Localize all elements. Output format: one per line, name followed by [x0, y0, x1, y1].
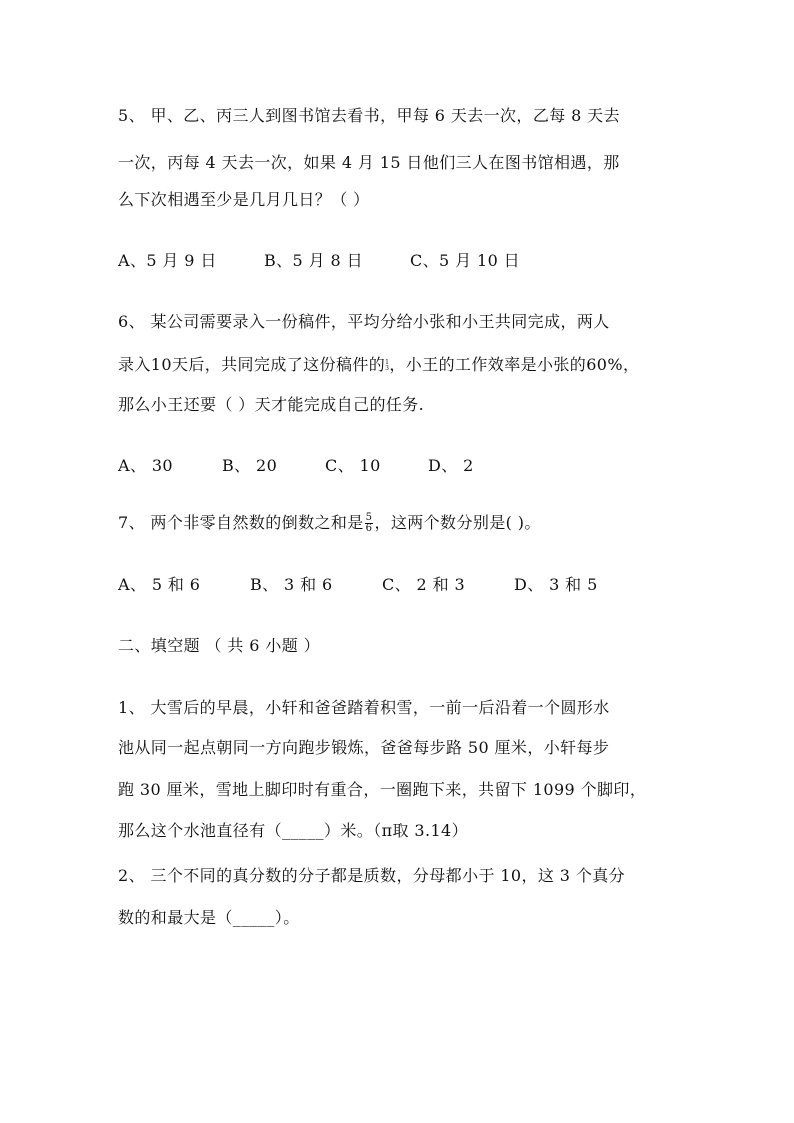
q7-text-a: 7、 两个非零自然数的倒数之和是 [118, 513, 364, 532]
q7-text-b: ，这两个数分别是( )。 [374, 513, 541, 532]
q6-fraction-denominator: 3 [385, 364, 390, 372]
q6-option-a: A、 30 [118, 456, 173, 475]
f1-line-1: 1、 大雪后的早晨，小轩和爸爸踏着积雪，一前一后沿着一个圆形水 [118, 698, 610, 717]
q7-line [118, 513, 541, 534]
q6-fraction-numerator: 1 [385, 358, 390, 366]
q7-fraction-denominator: 6 [365, 523, 373, 534]
q7-option-c: C、 2 和 3 [382, 575, 466, 594]
q7-fraction-numerator: 5 [365, 512, 373, 523]
q5-line-1: 5、 甲、乙、丙三人到图书馆去看书，甲每 6 天去一次，乙每 8 天去 [118, 106, 620, 125]
f1-line-4: 那么这个水池直径有（_____）米。（π取 3.14） [118, 821, 469, 840]
q6-line-1: 6、 某公司需要录入一份稿件，平均分给小张和小王共同完成，两人 [118, 312, 610, 331]
q6-line-2 [118, 355, 639, 375]
q5-line-3: 么下次相遇至少是几月几日？（ ） [118, 190, 370, 209]
f2-line-2: 数的和最大是（_____）。 [118, 908, 300, 927]
q6-line-3: 那么小王还要（ ）天才能完成自己的任务. [118, 395, 425, 414]
q6-line-2-text-a: 录入10天后，共同完成了这份稿件的 [118, 355, 386, 374]
q5-option-a: A、5 月 9 日 [118, 251, 217, 270]
q5-options [118, 251, 520, 271]
q7-option-d: D、 3 和 5 [514, 575, 598, 594]
f1-line-3: 跑 30 厘米，雪地上脚印时有重合，一圈跑下来，共留下 1099 个脚印， [118, 780, 647, 799]
f2-line-1: 2、 三个不同的真分数的分子都是质数，分母都小于 10，这 3 个真分 [118, 866, 626, 885]
q7-option-a: A、 5 和 6 [118, 575, 201, 594]
q6-line-2-text-b: ，小王的工作效率是小张的60%， [389, 355, 640, 374]
q6-option-c: C、 10 [325, 456, 381, 475]
q5-option-b: B、5 月 8 日 [264, 251, 363, 270]
q7-fraction [365, 513, 374, 534]
f1-line-2: 池从同一起点朝同一方向跑步锻炼，爸爸每步路 50 厘米，小轩每步 [118, 738, 610, 757]
q7-options [118, 575, 598, 595]
q7-option-b: B、 3 和 6 [250, 575, 333, 594]
q5-option-c: C、5 月 10 日 [410, 251, 521, 270]
section-2-title: 二、填空题 （ 共 6 小题 ） [118, 636, 321, 655]
q5-line-2: 一次，丙每 4 天去一次，如果 4 月 15 日他们三人在图书馆相遇，那 [118, 153, 620, 172]
q6-options [118, 456, 474, 476]
q6-option-b: B、 20 [222, 456, 278, 475]
q6-option-d: D、 2 [428, 456, 474, 475]
